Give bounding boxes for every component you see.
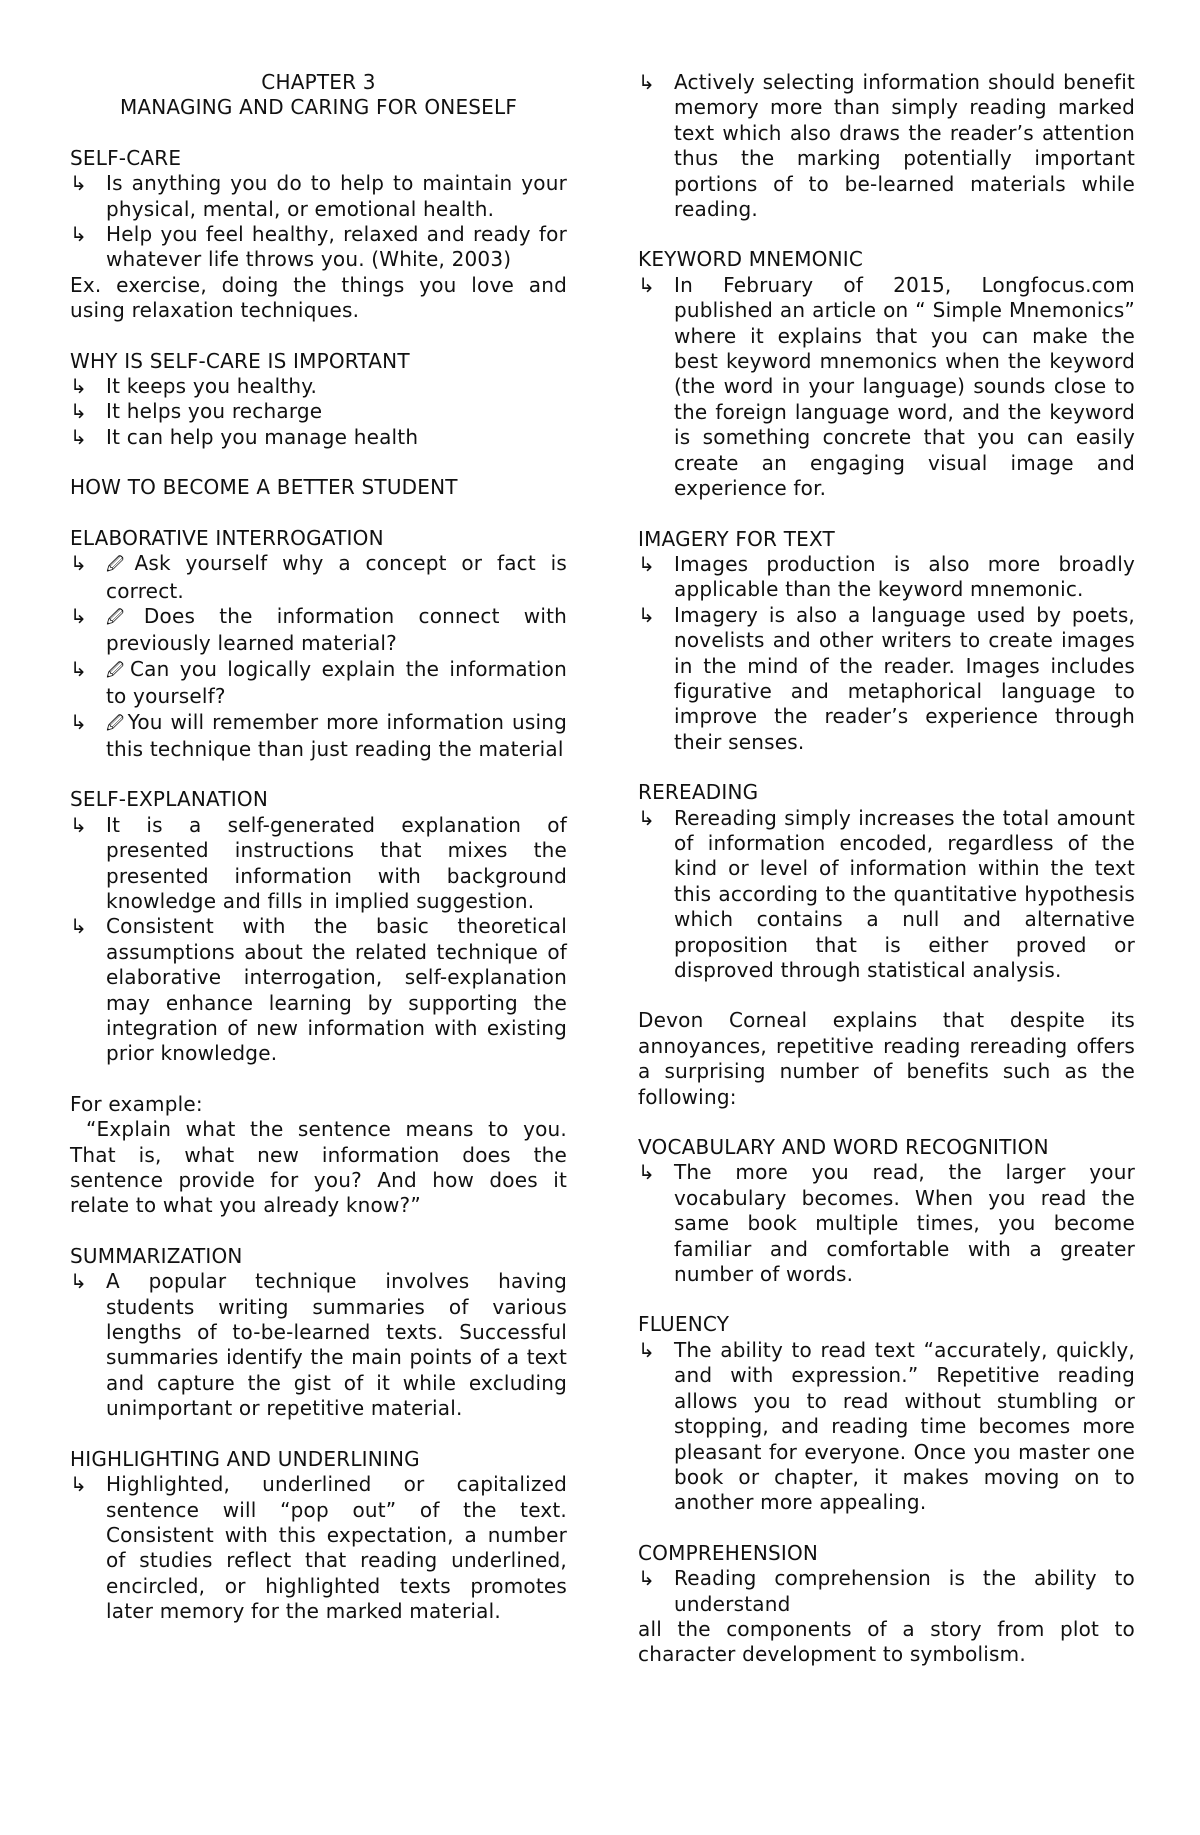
list-item: ↳ It keeps you healthy.: [70, 374, 318, 399]
list-item: ↳ A popular technique involves having students writing summaries of various lengths of to-be-learned texts. Successful summaries identify the main points of a text and capture the gist of it while excluding unimportant or repetitive material.: [70, 1269, 567, 1421]
leaf-icon: 🖉: [106, 555, 133, 576]
leaf-icon: 🖉: [106, 713, 126, 734]
arrow-bullet-icon: ↳: [70, 551, 87, 576]
list-item: ↳ It is a self-generated explanation of presented instructions that mixes the presented information with background knowledge and fills in implied suggestion.: [70, 812, 567, 913]
devon-paragraph: Devon Corneal explains that despite its annoyances, repetitive reading rereading offers a surprising number of benefits such as the following:: [638, 1008, 1135, 1109]
arrow-bullet-icon: ↳: [70, 374, 87, 399]
section-heading-fluency: FLUENCY: [638, 1312, 730, 1337]
list-item: ↳ 🖉 Does the information connect with previously learned material?: [70, 603, 567, 656]
list-item: ↳ Rereading simply increases the total amount of information encoded, regardless of the kind or level of information within the text this according to the quantitative hypothesis which contains a null and alternative proposition that is either proved or disproved through statistical analysis.: [638, 805, 1135, 982]
imagery-list: [638, 552, 1135, 755]
arrow-bullet-icon: ↳: [638, 805, 655, 830]
list-item: ↳ The more you read, the larger your vocabulary becomes. When you read the same book multiple times, you become familiar and comfortable with a greater number of words.: [638, 1160, 1135, 1287]
section-heading-keyword-mnemonic: KEYWORD MNEMONIC: [638, 247, 864, 272]
example-label: For example:: [70, 1091, 203, 1116]
list-item: ↳ It helps you recharge: [70, 399, 323, 424]
arrow-bullet-icon: ↳: [70, 656, 87, 681]
self-explanation-list: [70, 813, 567, 1067]
highlighting-list: [70, 1472, 567, 1624]
arrow-bullet-icon: ↳: [638, 1160, 655, 1185]
list-item: ↳ 🖉 Ask yourself why a concept or fact is correct.: [70, 551, 567, 603]
arrow-bullet-icon: ↳: [638, 70, 655, 94]
section-heading-self-explanation: SELF-EXPLANATION: [70, 787, 268, 812]
section-heading-why-self-care: WHY IS SELF-CARE IS IMPORTANT: [70, 348, 410, 373]
self-care-list: [70, 171, 567, 273]
why-self-care-list: [70, 374, 567, 450]
leaf-icon: 🖉: [106, 660, 128, 681]
arrow-bullet-icon: ↳: [70, 424, 87, 449]
arrow-bullet-icon: ↳: [638, 602, 655, 627]
section-heading-better-student: HOW TO BECOME A BETTER STUDENT: [70, 475, 458, 500]
section-heading-imagery: IMAGERY FOR TEXT: [638, 526, 835, 551]
rereading-list: [638, 806, 1135, 984]
arrow-bullet-icon: ↳: [70, 1472, 87, 1497]
section-heading-rereading: REREADING: [638, 780, 759, 805]
list-item: ↳ 🖉 Can you logically explain the information to yourself?: [70, 656, 567, 709]
chapter-number: CHAPTER 3: [261, 70, 376, 94]
comprehension-list: [638, 1566, 1135, 1617]
arrow-bullet-icon: ↳: [70, 603, 87, 628]
list-item: ↳ Consistent with the basic theoretical assumptions about the related technique of elaborative interrogation, self-explanation may enhance learning by supporting the integration of new information with existing prior knowledge.: [70, 914, 567, 1066]
list-item: ↳ Help you feel healthy, relaxed and ready for whatever life throws you. (White, 2003): [70, 222, 567, 272]
right-column: [638, 70, 1135, 1668]
arrow-bullet-icon: ↳: [70, 171, 87, 196]
self-care-example: Ex. exercise, doing the things you love and using relaxation techniques.: [70, 272, 567, 323]
example-quote: “Explain what the sentence means to you. That is, what new information does the sentence provide for you? And how does it relate to what you already know?”: [70, 1117, 567, 1218]
leaf-icon: 🖉: [106, 607, 142, 628]
arrow-bullet-icon: ↳: [70, 914, 87, 939]
list-item: ↳ It can help you manage health: [70, 424, 419, 449]
elaborative-interrogation-list: [70, 551, 567, 762]
chapter-title: MANAGING AND CARING FOR ONESELF: [119, 95, 518, 120]
arrow-bullet-icon: ↳: [638, 1337, 655, 1362]
arrow-bullet-icon: ↳: [638, 551, 655, 576]
arrow-bullet-icon: ↳: [70, 1269, 87, 1294]
section-heading-comprehension: COMPREHENSION: [638, 1540, 819, 1565]
section-heading-elaborative-interrogation: ELABORATIVE INTERROGATION: [70, 525, 384, 550]
summarization-list: [70, 1269, 567, 1421]
list-item: ↳ In February of 2015, Longfocus.com published an article on “ Simple Mnemonics” where it explains that you can make the best keyword mnemonics when the keyword (the word in your language) sounds close to the foreign language word, and the keyword is something concrete that you can easily create an engaging visual image and experience for.: [638, 272, 1135, 501]
fluency-list: [638, 1338, 1135, 1516]
list-item: ↳ Is anything you do to help to maintain your physical, mental, or emotional health.: [70, 171, 567, 221]
list-item: ↳ Imagery is also a language used by poets, novelists and other writers to create images in the mind of the reader. Images includes figurative and metaphorical language to improve the reader’s experience through their senses.: [638, 602, 1135, 754]
section-heading-summarization: SUMMARIZATION: [70, 1243, 243, 1268]
keyword-mnemonic-list: [638, 273, 1135, 502]
selecting-list: [638, 70, 1135, 222]
section-heading-vocabulary: VOCABULARY AND WORD RECOGNITION: [638, 1135, 1049, 1160]
list-item: ↳ Actively selecting information should benefit memory more than simply reading marked text which also draws the reader’s attention thus the marking potentially important portions of to be-learned materials while reading.: [638, 70, 1135, 222]
list-item: ↳ Images production is also more broadly applicable than the keyword mnemonic.: [638, 551, 1135, 602]
left-column: [70, 70, 567, 1625]
comprehension-continuation: all the components of a story from plot to character development to symbolism.: [638, 1616, 1135, 1667]
arrow-bullet-icon: ↳: [638, 1566, 655, 1591]
arrow-bullet-icon: ↳: [70, 222, 87, 247]
arrow-bullet-icon: ↳: [70, 709, 87, 734]
list-item: ↳ The ability to read text “accurately, quickly, and with expression.” Repetitive reading allows you to read without stumbling or stopping, and reading time becomes more pleasant for everyone. Once you master one book or chapter, it makes moving on to another more appealing.: [638, 1337, 1135, 1515]
section-heading-self-care: SELF-CARE: [70, 145, 182, 170]
arrow-bullet-icon: ↳: [70, 399, 87, 424]
section-heading-highlighting: HIGHLIGHTING AND UNDERLINING: [70, 1446, 420, 1471]
arrow-bullet-icon: ↳: [638, 272, 655, 297]
vocabulary-list: [638, 1160, 1135, 1287]
list-item: ↳ 🖉 You will remember more information using this technique than just reading the material: [70, 709, 567, 761]
arrow-bullet-icon: ↳: [70, 812, 87, 837]
list-item: ↳ Highlighted, underlined or capitalized sentence will “pop out” of the text. Consistent with this expectation, a number of studies reflect that reading underlined, encircled, or highlighted texts promotes later memory for the marked material.: [70, 1472, 567, 1624]
list-item: ↳ Reading comprehension is the ability to understand: [638, 1566, 1135, 1616]
